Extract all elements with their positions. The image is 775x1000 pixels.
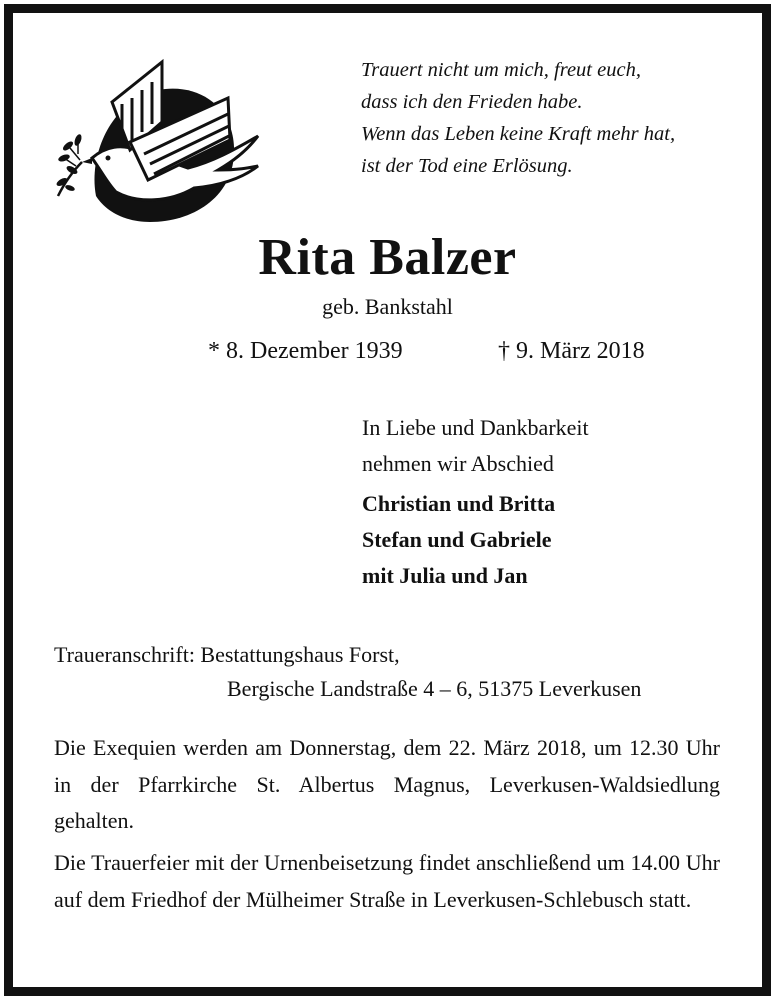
burial-paragraph: Die Trauerfeier mit der Urnenbeisetzung findet anschließend um 14.00 Uhr auf dem Friedhof der Mülheimer Straße in Leverkusen-Schlebusch statt. bbox=[54, 850, 720, 912]
memorial-quote bbox=[361, 54, 741, 182]
quote-line: dass ich den Frieden habe. bbox=[361, 91, 583, 113]
dove-with-olive-branch-icon bbox=[52, 58, 264, 228]
maiden-name: geb. Bankstahl bbox=[322, 294, 453, 319]
mourning-address-line1: Traueranschrift: Bestattungshaus Forst, bbox=[54, 642, 400, 667]
farewell-line: nehmen wir Abschied bbox=[362, 451, 554, 476]
family-line: Stefan und Gabriele bbox=[362, 527, 552, 552]
death-date: † 9. März 2018 bbox=[498, 338, 645, 364]
deceased-name: Rita Balzer bbox=[258, 229, 517, 286]
family-line: Christian und Britta bbox=[362, 491, 556, 516]
exequien-paragraph: Die Exequien werden am Donnerstag, dem 22. März 2018, um 12.30 Uhr in der Pfarrkirche St. Albertus Magnus, Leverkusen-Waldsiedlung gehalten. bbox=[54, 735, 720, 833]
quote-line: Trauert nicht um mich, freut euch, bbox=[361, 59, 641, 81]
family-names bbox=[362, 486, 555, 594]
birth-date: * 8. Dezember 1939 bbox=[208, 338, 403, 364]
farewell-text bbox=[362, 410, 589, 482]
farewell-line: In Liebe und Dankbarkeit bbox=[362, 415, 589, 440]
quote-line: Wenn das Leben keine Kraft mehr hat, bbox=[361, 123, 676, 145]
quote-line: ist der Tod eine Erlösung. bbox=[361, 155, 573, 177]
family-line: mit Julia und Jan bbox=[362, 563, 528, 588]
mourning-address-line2: Bergische Landstraße 4 – 6, 51375 Leverkusen bbox=[227, 676, 642, 701]
